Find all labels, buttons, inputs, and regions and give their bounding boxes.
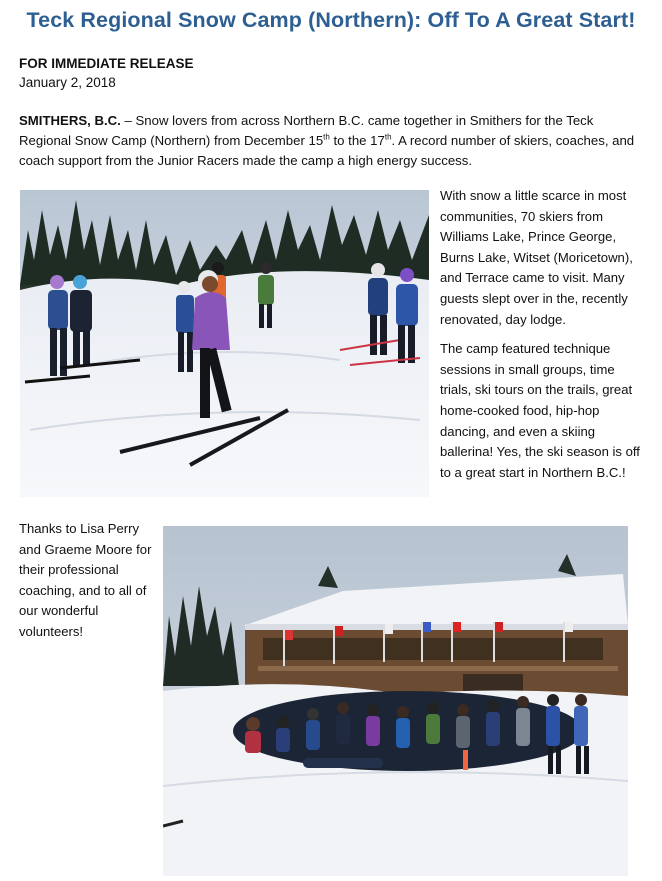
intro-sup-1: th	[323, 132, 330, 142]
page-title: Teck Regional Snow Camp (Northern): Off To A Great Start!	[26, 8, 636, 32]
group-photo	[163, 526, 628, 876]
intro-paragraph	[19, 111, 643, 171]
dateline: SMITHERS, B.C.	[19, 113, 121, 128]
intro-text-c: . A record number of skiers, coaches, and coach support from the Junior Racers made the camp a high energy success.	[19, 133, 635, 168]
intro-text-b: to the 17	[329, 133, 385, 148]
release-label: FOR IMMEDIATE RELEASE	[19, 56, 194, 71]
thanks-paragraph: Thanks to Lisa Perry and Graeme Moore for their professional coaching, and to all of our wonderful volunteers!	[19, 521, 152, 639]
skiers-photo	[20, 190, 429, 497]
intro-text-a: – Snow lovers from across Northern B.C. came together in Smithers for the Teck Regional Snow Camp (Northern) from December 15	[19, 113, 594, 148]
paragraph-2: The camp featured technique sessions in small groups, time trials, ski tours on the trails, great home-cooked food, hip-hop dancing, and even a skiing ballerina! Yes, the ski season is off to a great start in Northern B.C.!	[440, 341, 640, 480]
body-column	[440, 186, 645, 492]
intro-sup-2: th	[384, 132, 392, 142]
release-date: January 2, 2018	[19, 75, 116, 90]
paragraph-1: With snow a little scarce in most communities, 70 skiers from Williams Lake, Prince George, Burns Lake, Witset (Moricetown), and Terrace came to visit. Many guests slept over in the, recently renovated, day lodge.	[440, 188, 633, 327]
